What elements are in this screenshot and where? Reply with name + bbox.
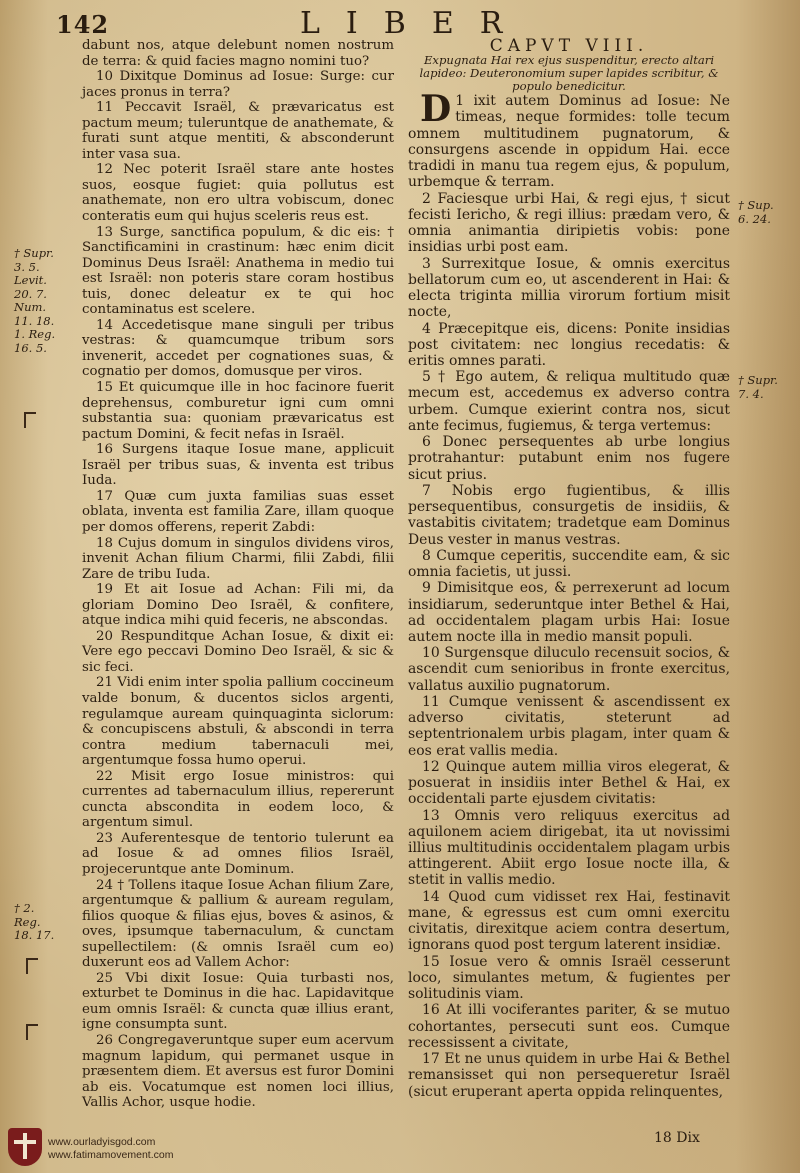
verse: [82, 489, 394, 536]
verse: [408, 1051, 730, 1100]
verse: [408, 645, 730, 694]
chapter-summary: Expugnata Hai rex ejus suspenditur, erecto altari lapideo: Deuteronomium super lapides scribitur, & populo benedicitur.: [419, 53, 719, 94]
verse-text: † Ego autem, & reliqua multitudo quæ mecum est, accedemus ex adverso contra urbem. Cumque exierint contra nos, sicut ante fecimus, fugiemus, & terga vertemus:: [408, 369, 731, 434]
verse-text: Nec poterit Israël stare ante hostes suos, eosque fugiet: quia pollutus est anathemate, non ero ultra vobiscum, donec conteratis eum qui hujus sceleris reus est.: [82, 162, 394, 225]
margin-reference-line: 11. 18.: [14, 313, 55, 328]
handwritten-bracket-mark: [24, 412, 36, 428]
verse: [408, 580, 730, 645]
verse: [82, 769, 394, 831]
verse-text: Surge, sanctifica populum, & dic eis: † Sanctificamini in crastinum: hæc enim dicit Dominus Deus Israël: Anathema in medio tui est Israël: non poteris stare coram hostibus tuis, donec deleatur ex te qui hoc contaminatus est scelere.: [82, 224, 394, 318]
verse: [408, 889, 730, 954]
verse-number: 11: [96, 100, 113, 116]
page-number: 142: [56, 10, 110, 39]
page-header: [0, 6, 800, 40]
verse-number: 11: [422, 693, 440, 710]
verse-number: 5: [422, 369, 431, 386]
verse-text: Surgens itaque Iosue mane, applicuit Israël per tribus suas, & inventa est tribus Iuda.: [82, 442, 394, 489]
verse-text: dabunt nos, atque delebunt nomen nostrum de terra: & quid facies magno nomini tuo?: [82, 38, 394, 69]
verse: [408, 694, 730, 759]
verse-text: Dimisitque eos, & perrexerunt ad locum insidiarum, sederuntque inter Bethel & Hai, ad occidentalem plagam urbis Hai: Iosue autem nocte illa in medio mansit populi.: [408, 580, 731, 645]
verse-text: At illi vociferantes pariter, & se mutuo cohortantes, persecuti sunt eos. Cumque recessissent a civitate,: [408, 1002, 730, 1051]
verse: [408, 88, 730, 191]
verse: [82, 380, 394, 442]
verse: [82, 831, 394, 878]
verse-number: 1: [455, 93, 465, 110]
verse-text: Cujus domum in singulos dividens viros, invenit Achan filium Charmi, filii Zabdi, filii Zare de tribu Iuda.: [82, 535, 394, 582]
verse-text: Misit ergo Iosue ministros: qui currentes ad tabernaculum illius, repererunt cuncta abscondita in eodem loco, & argentum simul.: [82, 768, 394, 831]
verse-number: 15: [422, 953, 440, 970]
margin-reference-line: 20. 7.: [14, 286, 47, 301]
verse-text: Nobis ergo fugientibus, & illis persequentibus, consurgetis de insidiis, & vastabitis civitatem; tradetque eam Dominus Deus vester in manus vestras.: [408, 482, 730, 548]
running-title: LIBER: [300, 6, 529, 41]
verse-text: Vidi enim inter spolia pallium coccineum valde bonum, & ducentos siclos argenti, regulamque auream quinquaginta siclorum: & concupiscens abstuli, & abscondi in terra contra medium tabernaculi mei, argentumque fossa humo operui.: [82, 675, 394, 769]
source-url: www.ourladyisgod.com: [48, 1136, 156, 1148]
catchword: 18 Dix: [654, 1130, 700, 1146]
verse-number: 19: [96, 582, 113, 598]
verse-number: 14: [422, 888, 440, 905]
verse-number: 25: [96, 970, 113, 986]
verse-number: 13: [422, 807, 440, 824]
verse: [408, 321, 730, 370]
verse-number: 17: [96, 488, 113, 504]
verse-text: Surgensque diluculo recensuit socios, & ascendit cum senioribus in fronte exercitus, vallatus auxilio pugnatorum.: [408, 645, 730, 694]
verse: [408, 1002, 730, 1051]
verse: [408, 548, 730, 580]
verse-number: 22: [96, 768, 113, 784]
verse: [408, 808, 730, 889]
verse-number: 20: [96, 628, 113, 644]
source-url: www.fatimamovement.com: [48, 1149, 174, 1161]
verse: [82, 69, 394, 100]
verse-number: 6: [422, 434, 431, 451]
verse: [82, 318, 394, 380]
source-watermark: [48, 1136, 173, 1162]
margin-reference-line: Levit.: [14, 273, 47, 287]
chapter-verses: [408, 88, 731, 1100]
margin-reference-right-1: [738, 199, 788, 226]
drop-cap: D: [420, 88, 452, 131]
verse: [82, 38, 394, 69]
verse: [82, 100, 394, 162]
verse: [82, 971, 394, 1033]
margin-reference-line: † Supr.: [738, 373, 778, 387]
verse: [408, 191, 730, 256]
verse-number: 24: [96, 877, 113, 893]
verse-text: Faciesque urbi Hai, & regi ejus, † sicut fecisti Iericho, & regi illius: prædam vero, & omnia animantia diripietis vobis: pone insidias urbi post eam.: [408, 190, 730, 256]
right-text-column: [408, 38, 730, 1100]
chapter-heading: CAPVT VIII.: [489, 36, 649, 56]
verse: [82, 675, 394, 768]
margin-reference-line: 6. 24.: [738, 211, 771, 226]
verse-number: 23: [96, 830, 113, 846]
verse-text: Quinque autem millia viros elegerat, & posuerat in insidiis inter Bethel & Hai, ex occidentali parte ejusdem civitatis:: [408, 758, 730, 808]
verse: [82, 1033, 394, 1111]
verse-text: ixit autem Dominus ad Iosue: Ne timeas, neque formides: tolle tecum omnem multitudinem pugnatorum, & consurgens ascende in oppidum Hai. ecce tradidi in manu tua regem ejus, & populum, urbemque & terram.: [408, 93, 730, 191]
verse: [82, 582, 394, 629]
verse-text: Respunditque Achan Iosue, & dixit ei: Vere ego peccavi Domino Deo Israël, & sic & sic feci.: [82, 628, 394, 675]
verse-text: Peccavit Israël, & prævaricatus est pactum meum; tuleruntque de anathemate, & furati sunt atque mentiti, & absconderunt inter vasa sua.: [82, 100, 394, 162]
verse-text: Surrexitque Iosue, & omnis exercitus bellatorum cum eo, ut ascenderent in Hai: & electa triginta millia virorum fortium misit nocte,: [408, 255, 730, 321]
verse: [82, 162, 394, 224]
left-text-column: [82, 38, 394, 1111]
verse-text: Dixitque Dominus ad Iosue: Surge: cur jaces pronus in terra?: [82, 69, 394, 100]
margin-reference-right-2: [738, 374, 788, 401]
verse-text: Et ne unus quidem in urbe Hai & Bethel remansisset qui non persequeretur Israël (sicut eruperant aperta oppida relinquentes,: [408, 1051, 730, 1100]
margin-reference-left-2: [14, 902, 64, 943]
verse-number: 4: [422, 320, 431, 337]
verse-text: † Tollens itaque Iosue Achan filium Zare, argentumque & pallium & auream regulam, filios quoque & filias ejus, boves & asinos, & oves, ipsumque tabernaculum, & cunctam supellectilem: (& omnis Israël cum eo) duxerunt eos ad Vallem Achor:: [82, 877, 394, 971]
handwritten-bracket-mark: [26, 1024, 38, 1040]
margin-reference-line: 3. 5.: [14, 259, 40, 274]
verse-text: Cumque ceperitis, succendite eam, & sic omnia facietis, ut jussi.: [408, 547, 730, 581]
verse: [82, 878, 394, 971]
verse-text: Auferentesque de tentorio tulerunt ea ad Iosue & ad omnes filios Israël, projeceruntque ante Dominum.: [82, 830, 394, 877]
verse-text: Vbi dixit Iosue: Quia turbasti nos, exturbet te Dominus in die hac. Lapidavitque eum omnis Israël: & cuncta quæ illius erant, igne consumpta sunt.: [82, 970, 394, 1033]
verse-number: 12: [96, 162, 113, 178]
verse: [82, 442, 394, 489]
verse: [408, 256, 730, 321]
handwritten-bracket-mark: [26, 958, 38, 974]
verse: [408, 759, 730, 808]
verse-number: 8: [422, 547, 431, 564]
verse-number: 15: [96, 380, 113, 396]
margin-reference-line: 18. 17.: [14, 928, 55, 942]
verse-text: Et quicumque ille in hoc facinore fuerit deprehensus, comburetur igni cum omni substantia sua: quoniam prævaricatus est pactum Domini, & fecit nefas in Israël.: [82, 380, 394, 442]
verse-number: 13: [96, 224, 113, 240]
verse-number: 10: [96, 69, 113, 85]
verse: [408, 369, 730, 434]
verse-text: Et ait Iosue ad Achan: Fili mi, da gloriam Domino Deo Israël, & confitere, atque indica mihi quid feceris, ne abscondas.: [82, 582, 394, 629]
verse: [82, 536, 394, 583]
margin-reference-line: 16. 5.: [14, 340, 47, 355]
verse: [82, 225, 394, 318]
margin-reference-line: † 2. Reg.: [14, 901, 41, 929]
verse-text: Iosue vero & omnis Israël cesserunt loco, simulantes metum, & fugientes per solitudinis viam.: [408, 953, 730, 1003]
verse-number: 9: [422, 580, 431, 597]
verse-number: 10: [422, 645, 440, 662]
verse-text: Præcepitque eis, dicens: Ponite insidias post civitatem: nec longius recedatis: & eritis omnes parati.: [408, 320, 730, 369]
seal-icon: [8, 1128, 42, 1166]
verse-text: Quod cum vidisset rex Hai, festinavit mane, & egressus est cum omni exercitu civitatis, direxitque aciem contra desertum, ignorans quod post tergum laterent insidiæ.: [408, 888, 730, 954]
verse-number: 14: [96, 317, 113, 333]
verse-text: Donec persequentes ab urbe longius protrahantur: putabunt enim nos fugere sicut prius.: [408, 434, 730, 483]
verse-number: 21: [96, 675, 113, 691]
verse-text: Congregaveruntque super eum acervum magnum lapidum, qui permanet usque in præsentem diem. Et aversus est furor Domini ab eis. Vocatumque est nomen loci illius, Vallis Achor, usque hodie.: [82, 1033, 394, 1111]
verse-text: Quæ cum juxta familias suas esset oblata, inventa est familia Zare, illam quoque per domos offerens, reperit Zabdi:: [82, 488, 394, 535]
verse-number: 16: [422, 1002, 440, 1019]
margin-reference-line: 1. Reg.: [14, 327, 56, 341]
verse: [408, 483, 730, 548]
verse-number: 16: [96, 442, 113, 458]
verse-text: Omnis vero reliquus exercitus ad aquilonem aciem dirigebat, ita ut novissimi illius multitudinis occidentalem plagam urbis attingerent. Abiit ergo Iosue nocte illa, & stetit in vallis medio.: [408, 807, 730, 889]
page-footer: [0, 1122, 800, 1173]
verse-number: 17: [422, 1051, 440, 1068]
margin-reference-left-1: [14, 247, 64, 355]
verse: [82, 629, 394, 676]
verse-number: 18: [96, 535, 113, 551]
verse-number: 2: [422, 190, 431, 207]
verse-number: 12: [422, 758, 440, 775]
verse-number: 7: [422, 482, 431, 499]
verse: [408, 954, 730, 1003]
verse-number: 3: [422, 255, 431, 272]
verse-text: Cumque venissent & ascendissent ex adverso civitatis, steterunt ad septentrionalem urbis plagam, inter quam & eos erat vallis media.: [408, 693, 730, 759]
margin-reference-line: 7. 4.: [738, 386, 764, 401]
margin-reference-line: † Supr.: [14, 246, 54, 260]
verse: [408, 434, 730, 483]
verse-text: Accedetisque mane singuli per tribus vestras: & quamcumque tribum sors invenerit, accedet per cognationes suas, & cognatio per domos, domusque per viros.: [82, 317, 394, 380]
verse-number: 26: [96, 1033, 113, 1048]
margin-reference-line: † Sup.: [738, 198, 774, 212]
margin-reference-line: Num.: [14, 300, 47, 314]
